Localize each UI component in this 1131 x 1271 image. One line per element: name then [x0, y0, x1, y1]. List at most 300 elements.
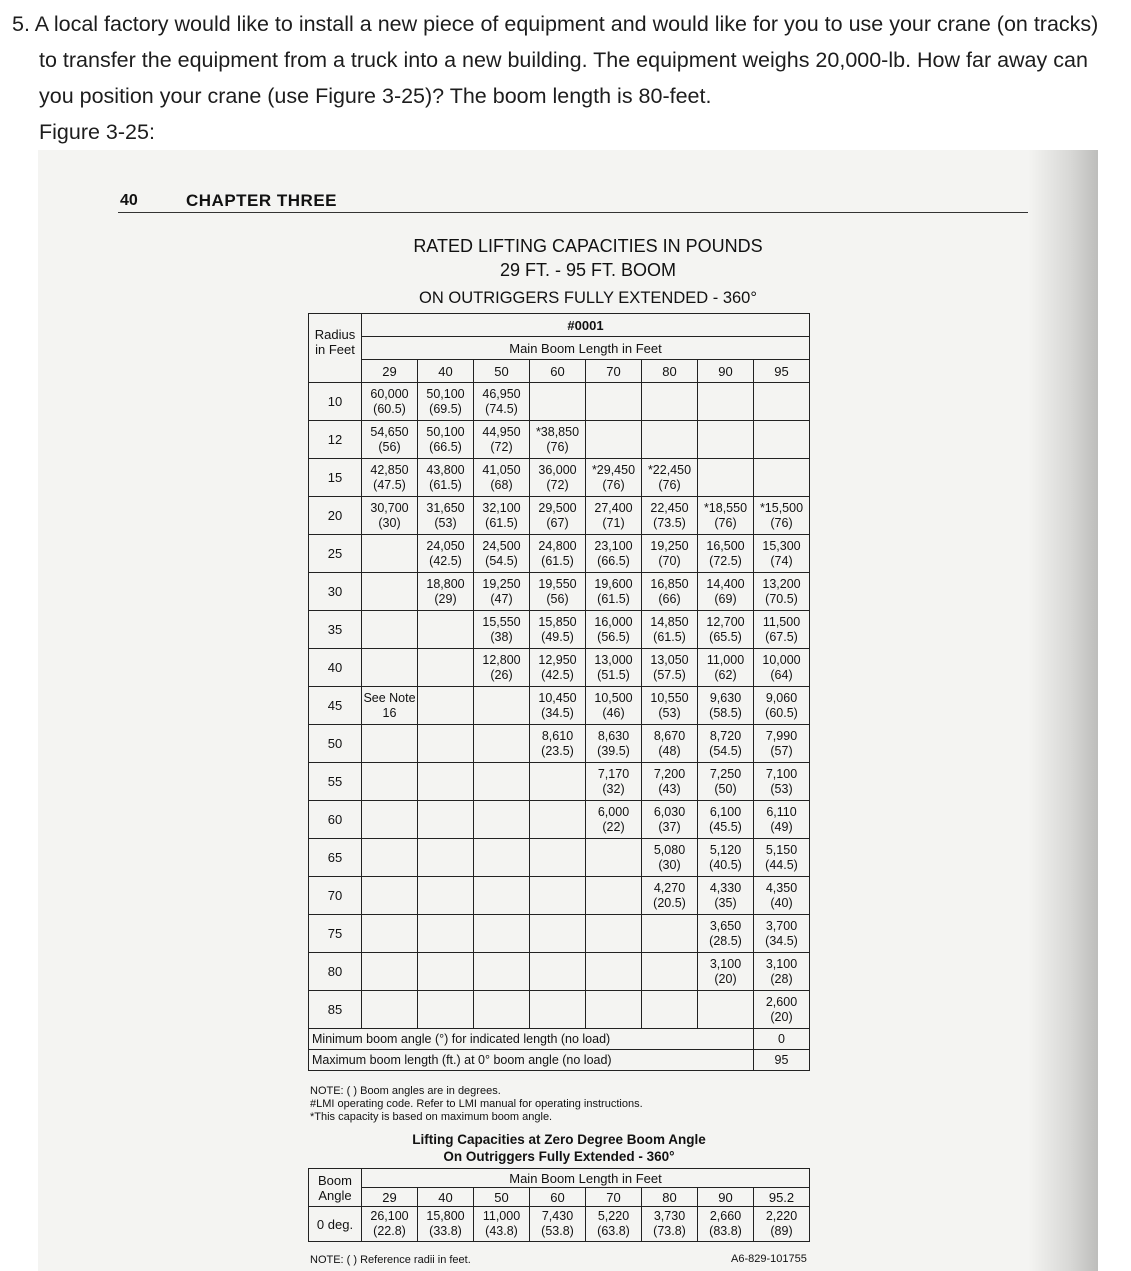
capacity-cell [586, 573, 642, 611]
capacity-value: 13,000 [594, 652, 633, 667]
capacity-value: 43,800 [426, 462, 465, 477]
boom-angle-value: (65.5) [709, 629, 742, 644]
page-edge-shadow [1028, 150, 1098, 1271]
zero-main-boom-header: Main Boom Length in Feet [362, 1169, 810, 1188]
capacity-cell [418, 649, 474, 687]
boom-angle-value: (42.5) [541, 667, 574, 682]
boom-angle-value: (46) [602, 705, 625, 720]
boom-angle-value: (76) [770, 515, 793, 530]
capacity-cell [698, 535, 754, 573]
capacity-cell [474, 801, 530, 839]
zero-boom-length-header: 60 [530, 1188, 586, 1207]
capacity-table [308, 313, 810, 1071]
capacity-cell [754, 991, 810, 1029]
zero-capacity-value: 2,220 [765, 1209, 798, 1223]
boom-length-header: 80 [642, 360, 698, 383]
capacity-value: 9,060 [765, 690, 798, 705]
capacity-value: 19,250 [650, 538, 689, 553]
capacity-cell [418, 611, 474, 649]
capacity-cell [362, 763, 418, 801]
capacity-cell [642, 611, 698, 649]
zero-boom-length-header: 40 [418, 1188, 474, 1207]
capacity-value: 10,500 [594, 690, 633, 705]
capacity-value: 41,050 [482, 462, 521, 477]
radius-cell: 35 [309, 611, 362, 649]
zero-capacity-value: 15,800 [426, 1209, 465, 1223]
capacity-cell [698, 649, 754, 687]
chapter-title: CHAPTER THREE [186, 191, 338, 210]
zero-table-title [309, 1128, 810, 1169]
capacity-cell [754, 763, 810, 801]
boom-angle-value: (76) [546, 439, 569, 454]
capacity-row [309, 801, 810, 839]
capacity-value: 4,330 [709, 880, 742, 895]
capacity-cell [586, 877, 642, 915]
capacity-cell [530, 687, 586, 725]
radius-cell: 30 [309, 573, 362, 611]
capacity-cell [418, 573, 474, 611]
radius-cell: 55 [309, 763, 362, 801]
zero-capacity-cell [474, 1207, 530, 1242]
capacity-value: 44,950 [482, 424, 521, 439]
figure-scan [38, 150, 1098, 1271]
boom-angle-value: (61.5) [597, 591, 630, 606]
capacity-cell [754, 497, 810, 535]
capacity-cell [698, 573, 754, 611]
boom-angle-value: (50) [714, 781, 737, 796]
boom-angle-value: (47.5) [373, 477, 406, 492]
capacity-value: 8,720 [709, 728, 742, 743]
capacity-row [309, 687, 810, 725]
capacity-cell [362, 915, 418, 953]
capacity-cell [474, 687, 530, 725]
capacity-cell [698, 459, 754, 497]
capacity-row [309, 611, 810, 649]
zero-capacity-cell [698, 1207, 754, 1242]
capacity-value: 10,000 [762, 652, 801, 667]
capacity-cell [418, 801, 474, 839]
capacity-cell [474, 611, 530, 649]
reference-radii-note: NOTE: ( ) Reference radii in feet. [310, 1254, 471, 1266]
capacity-cell [642, 535, 698, 573]
capacity-cell [642, 801, 698, 839]
boom-angle-value: (57) [770, 743, 793, 758]
capacity-value: *22,450 [647, 462, 692, 477]
chart-title: RATED LIFTING CAPACITIES IN POUNDS [413, 236, 763, 256]
capacity-cell [642, 383, 698, 421]
capacity-cell [698, 611, 754, 649]
capacity-value: 27,400 [594, 500, 633, 515]
boom-angle-value: (66) [658, 591, 681, 606]
boom-angle-value: (37) [658, 819, 681, 834]
boom-angle-value: (61.5) [653, 629, 686, 644]
capacity-cell [586, 535, 642, 573]
question [12, 6, 1112, 150]
note-boom-angles: NOTE: ( ) Boom angles are in degrees. [310, 1085, 501, 1097]
capacity-value: 16,850 [650, 576, 689, 591]
capacity-row [309, 649, 810, 687]
boom-angle-value: (38) [490, 629, 513, 644]
zero-capacity-cell [418, 1207, 474, 1242]
capacity-cell [586, 763, 642, 801]
capacity-cell [586, 459, 642, 497]
capacity-cell [530, 383, 586, 421]
radius-header: Radius in Feet [309, 314, 362, 383]
boom-angle-value: (76) [602, 477, 625, 492]
boom-angle-value: (42.5) [429, 553, 462, 568]
capacity-value: 7,170 [597, 766, 630, 781]
zero-capacity-cell [586, 1207, 642, 1242]
capacity-cell [586, 649, 642, 687]
capacity-cell [586, 725, 642, 763]
capacity-cell [530, 611, 586, 649]
capacity-cell [586, 611, 642, 649]
max-boom-length-label: Maximum boom length (ft.) at 0° boom angle (no load) [309, 1050, 754, 1071]
boom-length-header: 40 [418, 360, 474, 383]
boom-angle-value: (61.5) [485, 515, 518, 530]
capacity-value: 15,300 [762, 538, 801, 553]
capacity-cell [530, 459, 586, 497]
capacity-value: 16,000 [594, 614, 633, 629]
capacity-cell [474, 459, 530, 497]
capacity-value: 11,500 [762, 614, 801, 629]
zero-capacity-value: 5,220 [597, 1209, 630, 1223]
capacity-cell [362, 649, 418, 687]
boom-angle-value: (22) [602, 819, 625, 834]
capacity-value: 24,050 [426, 538, 465, 553]
capacity-value: 19,250 [482, 576, 521, 591]
boom-length-header: 70 [586, 360, 642, 383]
capacity-cell [642, 839, 698, 877]
capacity-value: 54,650 [370, 424, 409, 439]
radius-cell: 40 [309, 649, 362, 687]
capacity-cell [586, 383, 642, 421]
boom-angle-value: (26) [490, 667, 513, 682]
capacity-cell [586, 421, 642, 459]
capacity-cell [698, 801, 754, 839]
capacity-row [309, 459, 810, 497]
chapter-header [118, 190, 1028, 213]
boom-angle-value: (72.5) [709, 553, 742, 568]
capacity-cell [642, 763, 698, 801]
capacity-cell [418, 421, 474, 459]
boom-angle-value: (64) [770, 667, 793, 682]
capacity-cell [530, 573, 586, 611]
boom-angle-value: (34.5) [765, 933, 798, 948]
capacity-value: 14,850 [650, 614, 689, 629]
boom-angle-value: (30) [378, 515, 401, 530]
capacity-value: 3,100 [765, 956, 798, 971]
capacity-cell [754, 839, 810, 877]
capacity-row [309, 839, 810, 877]
capacity-cell [586, 839, 642, 877]
capacity-row [309, 421, 810, 459]
zero-boom-length-header: 50 [474, 1188, 530, 1207]
capacity-cell [754, 421, 810, 459]
boom-angle-value: (76) [714, 515, 737, 530]
capacity-value: 8,610 [541, 728, 574, 743]
radius-cell: 15 [309, 459, 362, 497]
capacity-cell [418, 839, 474, 877]
capacity-cell [362, 421, 418, 459]
capacity-cell [530, 497, 586, 535]
main-boom-length-header: Main Boom Length in Feet [362, 337, 810, 360]
capacity-cell [586, 953, 642, 991]
boom-length-header: 60 [530, 360, 586, 383]
capacity-cell [642, 573, 698, 611]
capacity-value: 4,350 [765, 880, 798, 895]
boom-angle-value: (49) [770, 819, 793, 834]
capacity-value: 19,550 [538, 576, 577, 591]
zero-capacity-value: 11,000 [482, 1209, 521, 1223]
boom-angle-value: (48) [658, 743, 681, 758]
boom-angle-value: (29) [434, 591, 457, 606]
zero-deg-label: 0 deg. [309, 1207, 362, 1242]
boom-length-header: 29 [362, 360, 418, 383]
radius-cell: 50 [309, 725, 362, 763]
boom-angle-value: (68) [490, 477, 513, 492]
boom-angle-value: (23.5) [541, 743, 574, 758]
capacity-cell [754, 801, 810, 839]
capacity-cell [530, 877, 586, 915]
part-number: A6-829-101755 [731, 1253, 807, 1265]
boom-angle-value: (54.5) [485, 553, 518, 568]
chart-subtitle: 29 FT. - 95 FT. BOOM [499, 260, 677, 280]
capacity-cell [418, 535, 474, 573]
capacity-row [309, 573, 810, 611]
capacity-cell [698, 991, 754, 1029]
capacity-cell [530, 421, 586, 459]
boom-angle-value: (60.5) [765, 705, 798, 720]
capacity-value: 12,800 [482, 652, 521, 667]
note-max-boom-angle: *This capacity is based on maximum boom angle. [310, 1111, 553, 1123]
capacity-cell [362, 801, 418, 839]
capacity-value: 36,000 [538, 462, 577, 477]
capacity-cell [362, 383, 418, 421]
boom-angle-value: (56) [378, 439, 401, 454]
capacity-cell [362, 459, 418, 497]
capacity-cell [474, 725, 530, 763]
capacity-value: 5,120 [709, 842, 742, 857]
capacity-value: 7,200 [653, 766, 686, 781]
zero-capacity-value: 7,430 [541, 1209, 574, 1223]
capacity-cell [418, 915, 474, 953]
capacity-cell [530, 915, 586, 953]
capacity-cell [362, 877, 418, 915]
capacity-value: 6,110 [766, 804, 797, 819]
capacity-cell [754, 459, 810, 497]
zero-reference-radius: (63.8) [597, 1224, 630, 1238]
capacity-cell [754, 725, 810, 763]
capacity-cell [642, 497, 698, 535]
capacity-cell [586, 497, 642, 535]
boom-angle-value: (40) [770, 895, 793, 910]
capacity-cell [530, 725, 586, 763]
capacity-cell [530, 535, 586, 573]
boom-angle-value: (58.5) [709, 705, 742, 720]
radius-cell: 80 [309, 953, 362, 991]
capacity-value: 23,100 [594, 538, 633, 553]
capacity-cell [362, 839, 418, 877]
capacity-value: 5,080 [653, 842, 686, 857]
boom-angle-value: (47) [490, 591, 513, 606]
zero-capacity-cell [530, 1207, 586, 1242]
zero-boom-length-header: 90 [698, 1188, 754, 1207]
boom-length-header: 95 [754, 360, 810, 383]
boom-angle-value: (56.5) [597, 629, 630, 644]
boom-angle-value: (51.5) [597, 667, 630, 682]
boom-angle-value: (44.5) [765, 857, 798, 872]
capacity-cell [754, 649, 810, 687]
capacity-value: 22,450 [650, 500, 689, 515]
boom-angle-value: (61.5) [541, 553, 574, 568]
capacity-cell [418, 763, 474, 801]
capacity-value: 8,630 [597, 728, 630, 743]
capacity-cell [362, 573, 418, 611]
zero-reference-radius: (83.8) [709, 1224, 742, 1238]
boom-angle-value: (34.5) [541, 705, 574, 720]
capacity-row [309, 535, 810, 573]
capacity-cell [474, 839, 530, 877]
capacity-cell [474, 573, 530, 611]
page-number: 40 [120, 192, 138, 209]
capacity-value: 3,700 [765, 918, 798, 933]
capacity-cell [698, 687, 754, 725]
radius-cell: 60 [309, 801, 362, 839]
chart-notes [310, 1085, 643, 1124]
boom-angle-header: Boom Angle [309, 1169, 362, 1207]
capacity-cell [362, 611, 418, 649]
boom-angle-value: (32) [602, 781, 625, 796]
zero-boom-length-header: 80 [642, 1188, 698, 1207]
capacity-value: *15,500 [759, 500, 804, 515]
capacity-cell [754, 877, 810, 915]
boom-length-header: 90 [698, 360, 754, 383]
capacity-cell [418, 877, 474, 915]
min-boom-angle-label: Minimum boom angle (°) for indicated length (no load) [309, 1029, 754, 1050]
capacity-cell [754, 915, 810, 953]
capacity-value: 31,650 [426, 500, 465, 515]
boom-angle-value: (76) [658, 477, 681, 492]
boom-angle-value: (71) [602, 515, 625, 530]
boom-angle-value: (28.5) [709, 933, 742, 948]
capacity-value: 30,700 [370, 500, 409, 515]
capacity-value: 13,200 [762, 576, 801, 591]
boom-angle-value: (56) [546, 591, 569, 606]
capacity-cell [586, 915, 642, 953]
capacity-cell [474, 953, 530, 991]
capacity-value: 32,100 [482, 500, 521, 515]
capacity-value: 24,500 [482, 538, 521, 553]
boom-length-header: 50 [474, 360, 530, 383]
capacity-row [309, 953, 810, 991]
capacity-value: 12,950 [538, 652, 577, 667]
zero-reference-radius: (53.8) [541, 1224, 574, 1238]
capacity-value: 11,000 [706, 652, 745, 667]
boom-angle-value: (30) [658, 857, 681, 872]
capacity-cell [754, 573, 810, 611]
boom-angle-value: (49.5) [541, 629, 574, 644]
radius-cell: 65 [309, 839, 362, 877]
capacity-value: 6,100 [709, 804, 742, 819]
boom-angle-value: (67.5) [765, 629, 798, 644]
boom-angle-value: (53) [434, 515, 457, 530]
boom-angle-value: (39.5) [597, 743, 630, 758]
note-lmi-code: #LMI operating code. Refer to LMI manual for operating instructions. [310, 1098, 643, 1110]
figure-label: Figure 3-25: [39, 120, 155, 144]
radius-cell: 20 [309, 497, 362, 535]
capacity-value: *38,850 [535, 424, 580, 439]
boom-angle-value: (57.5) [653, 667, 686, 682]
capacity-value: 14,400 [706, 576, 745, 591]
capacity-cell [418, 687, 474, 725]
lmi-code: #0001 [362, 314, 810, 337]
capacity-cell [530, 763, 586, 801]
boom-angle-value: (35) [714, 895, 737, 910]
capacity-cell [642, 459, 698, 497]
capacity-cell [642, 421, 698, 459]
capacity-cell [642, 687, 698, 725]
capacity-cell [530, 991, 586, 1029]
boom-angle-value: (20.5) [653, 895, 686, 910]
capacity-value: 6,030 [653, 804, 686, 819]
boom-angle-value: (53) [770, 781, 793, 796]
capacity-value: 9,630 [709, 690, 742, 705]
capacity-cell [698, 915, 754, 953]
zero-capacity-cell [754, 1207, 810, 1242]
capacity-cell [474, 877, 530, 915]
capacity-value: 3,100 [709, 956, 742, 971]
boom-angle-value: (66.5) [429, 439, 462, 454]
zero-reference-radius: (22.8) [373, 1224, 406, 1238]
capacity-cell [474, 915, 530, 953]
capacity-value: 12,700 [706, 614, 745, 629]
zero-table-title-line2: On Outriggers Fully Extended - 360° [443, 1149, 675, 1164]
boom-angle-value: (69.5) [429, 401, 462, 416]
capacity-cell [418, 991, 474, 1029]
boom-angle-value: (69) [714, 591, 737, 606]
capacity-value: 3,650 [709, 918, 742, 933]
boom-angle-value: (61.5) [429, 477, 462, 492]
capacity-cell [362, 535, 418, 573]
capacity-cell [474, 421, 530, 459]
capacity-cell [474, 991, 530, 1029]
boom-angle-value: (28) [770, 971, 793, 986]
chart-condition: ON OUTRIGGERS FULLY EXTENDED - 360° [419, 289, 757, 307]
capacity-cell [698, 763, 754, 801]
radius-cell: 12 [309, 421, 362, 459]
question-text: 5. A local factory would like to install a new piece of equipment and would like for you to use your crane (on tracks) to transfer the equipment from a truck into a new building. The equipment weighs 20,000-lb. How far away can you position your crane (use Figure 3-25)? The boom length is 80-feet. [12, 12, 1099, 108]
boom-angle-value: (40.5) [709, 857, 742, 872]
radius-cell: 75 [309, 915, 362, 953]
boom-angle-value: (54.5) [709, 743, 742, 758]
capacity-cell [418, 383, 474, 421]
capacity-row [309, 877, 810, 915]
capacity-value: 29,500 [538, 500, 577, 515]
capacity-value: 24,800 [538, 538, 577, 553]
capacity-cell [754, 611, 810, 649]
zero-reference-radius: (73.8) [653, 1224, 686, 1238]
capacity-cell [754, 687, 810, 725]
capacity-cell [530, 801, 586, 839]
zero-reference-radius: (43.8) [485, 1224, 518, 1238]
capacity-cell [530, 839, 586, 877]
min-boom-angle-value: 0 [754, 1029, 810, 1050]
capacity-cell [754, 535, 810, 573]
boom-angle-value: (70.5) [765, 591, 798, 606]
capacity-cell [754, 953, 810, 991]
radius-cell: 85 [309, 991, 362, 1029]
